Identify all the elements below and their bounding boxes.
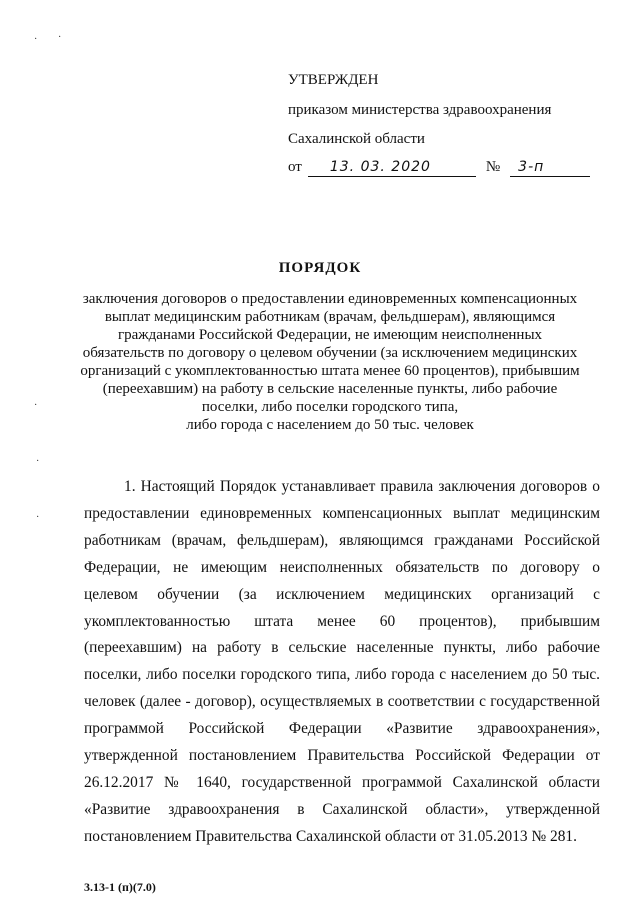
document-title: ПОРЯДОК [278,260,362,276]
body-line: утвержденной постановлением Правительства Российской Федерации от [84,747,600,765]
handwritten-number: 3-п [510,158,590,177]
subtitle-line: обязательств по договору о целевом обучении (за исключением медицинских [82,345,578,361]
subtitle-line: (переехавшим) на работу в сельские населенные пункты, либо рабочие [102,381,558,397]
body-line: человек (далее - договор), осуществляемых в соответствии с государственной [84,693,600,711]
scan-speck: · [36,456,40,467]
body-line: «Развитие здравоохранения в Сахалинской области», утвержденной [84,800,600,818]
body-line: (переехавшим) на работу в сельские населенные пункты, либо рабочие [84,639,600,657]
body-line: укомплектованностью штата менее 60 процентов), прибывшим [84,612,600,630]
body-line: работникам (врачам, фельдшерам), являющимся гражданами Российской [84,531,600,549]
document-subtitle [60,290,600,434]
scan-speck: · [36,512,40,523]
subtitle-line: гражданами Российской Федерации, не имеющим неисполненных [117,327,543,343]
order-date-number-line [288,157,608,177]
scan-speck: · [34,34,38,45]
document-code-footer: 3.13-1 (п)(7.0) [84,880,156,894]
date-prefix: от [288,159,302,175]
body-line: 26.12.2017 № 1640, государственной программой Сахалинской области [84,773,600,791]
scan-speck: · [58,32,62,43]
number-prefix: № [485,159,501,175]
approval-order-text: приказом министерства здравоохранения [288,102,552,118]
approval-heading: УТВЕРЖДЕН [288,72,379,88]
body-line: поселки, либо поселки городского типа, либо города с населением до 50 тыс. [84,666,600,684]
approval-block [288,70,608,177]
body-line: целевом обучении (за исключением медицинских организаций с [84,585,600,603]
subtitle-line: заключения договоров о предоставлении единовременных компенсационных [82,291,578,307]
paragraph-1 [84,474,600,851]
handwritten-date: 13. 03. 2020 [308,158,476,177]
scan-speck: · [34,400,38,411]
body-line: постановлением Правительства Сахалинской области от 31.05.2013 № 281. [84,827,577,845]
body-line: предоставлении единовременных компенсационных выплат медицинским [84,504,600,522]
subtitle-line: организаций с укомплектованностью штата менее 60 процентов), прибывшим [80,363,580,379]
body-line: программой Российской Федерации «Развитие здравоохранения», [84,720,600,738]
approval-region: Сахалинской области [288,131,425,147]
body-line: Федерации, не имеющим неисполненных обязательств по договору о [84,558,600,576]
body-line: 1. Настоящий Порядок устанавливает правила заключения договоров о [124,478,600,495]
subtitle-line: поселки, либо поселки городского типа, [201,399,459,415]
subtitle-line: выплат медицинским работникам (врачам, фельдшерам), являющимся [104,309,556,325]
subtitle-line: либо города с населением до 50 тыс. человек [186,417,474,433]
